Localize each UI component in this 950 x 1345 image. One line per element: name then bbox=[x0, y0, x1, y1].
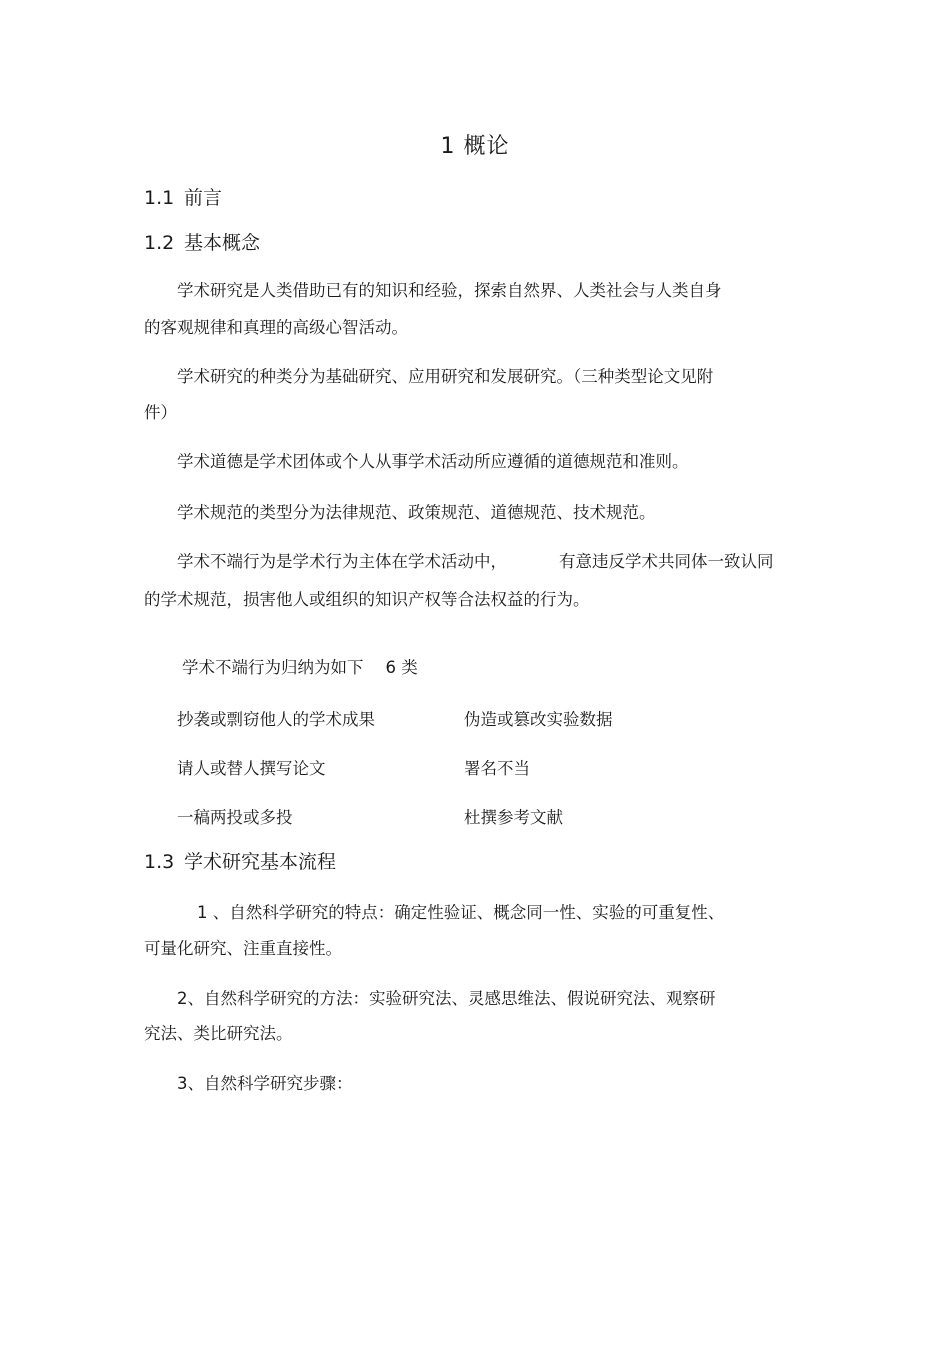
paragraph-misconduct-line1a: 学术不端行为是学术行为主体在学术活动中， bbox=[177, 552, 507, 571]
section-number: 1.2 bbox=[144, 232, 175, 254]
section-number: 1.1 bbox=[144, 187, 175, 209]
process-item-2-line2: 究法、类比研究法。 bbox=[144, 1024, 293, 1043]
paragraph-research-definition-line1: 学术研究是人类借助已有的知识和经验，探索自然界、人类社会与人类自身 bbox=[177, 281, 722, 300]
misconduct-summary-text: 学术不端行为归纳为如下 bbox=[182, 658, 364, 677]
chapter-title: 1 概论 bbox=[440, 134, 510, 159]
section-title: 前言 bbox=[184, 187, 223, 209]
process-item-1-line2: 可量化研究、注重直接性。 bbox=[144, 939, 342, 958]
misconduct-type-item: 一稿两投或多投 bbox=[177, 808, 293, 827]
paragraph-academic-norms: 学术规范的类型分为法律规范、政策规范、道德规范、技术规范。 bbox=[177, 503, 656, 522]
misconduct-summary-count: 6 类 bbox=[385, 658, 418, 677]
paragraph-misconduct-line2: 的学术规范，损害他人或组织的知识产权等合法权益的行为。 bbox=[144, 590, 590, 609]
misconduct-type-item: 请人或替人撰写论文 bbox=[177, 759, 326, 778]
paragraph-research-definition-line2: 的客观规律和真理的高级心智活动。 bbox=[144, 318, 408, 337]
misconduct-type-item: 杜撰参考文献 bbox=[464, 808, 563, 827]
paragraph-misconduct-line1b: 有意违反学术共同体一致认同 bbox=[559, 552, 774, 571]
misconduct-type-item: 抄袭或剽窃他人的学术成果 bbox=[177, 710, 375, 729]
section-heading-1-1 bbox=[144, 184, 222, 212]
section-heading-1-2 bbox=[144, 229, 260, 257]
misconduct-summary bbox=[182, 656, 418, 680]
misconduct-type-item: 署名不当 bbox=[464, 759, 530, 778]
misconduct-type-item: 伪造或篡改实验数据 bbox=[464, 710, 613, 729]
section-number: 1.3 bbox=[144, 851, 175, 873]
section-title: 学术研究基本流程 bbox=[184, 851, 337, 873]
paragraph-academic-ethics: 学术道德是学术团体或个人从事学术活动所应遵循的道德规范和准则。 bbox=[177, 452, 689, 471]
section-heading-1-3 bbox=[144, 848, 336, 876]
process-item-2-line1: 2、自然科学研究的方法：实验研究法、灵感思维法、假说研究法、观察研 bbox=[177, 989, 716, 1008]
process-item-1-line1: 1 、自然科学研究的特点：确定性验证、概念同一性、实验的可重复性、 bbox=[197, 903, 725, 922]
section-title: 基本概念 bbox=[184, 232, 261, 254]
process-item-3: 3、自然科学研究步骤： bbox=[177, 1074, 353, 1093]
paragraph-research-types-line2: 件） bbox=[144, 403, 177, 422]
paragraph-research-types-line1: 学术研究的种类分为基础研究、应用研究和发展研究。（三种类型论文见附 bbox=[177, 367, 714, 386]
